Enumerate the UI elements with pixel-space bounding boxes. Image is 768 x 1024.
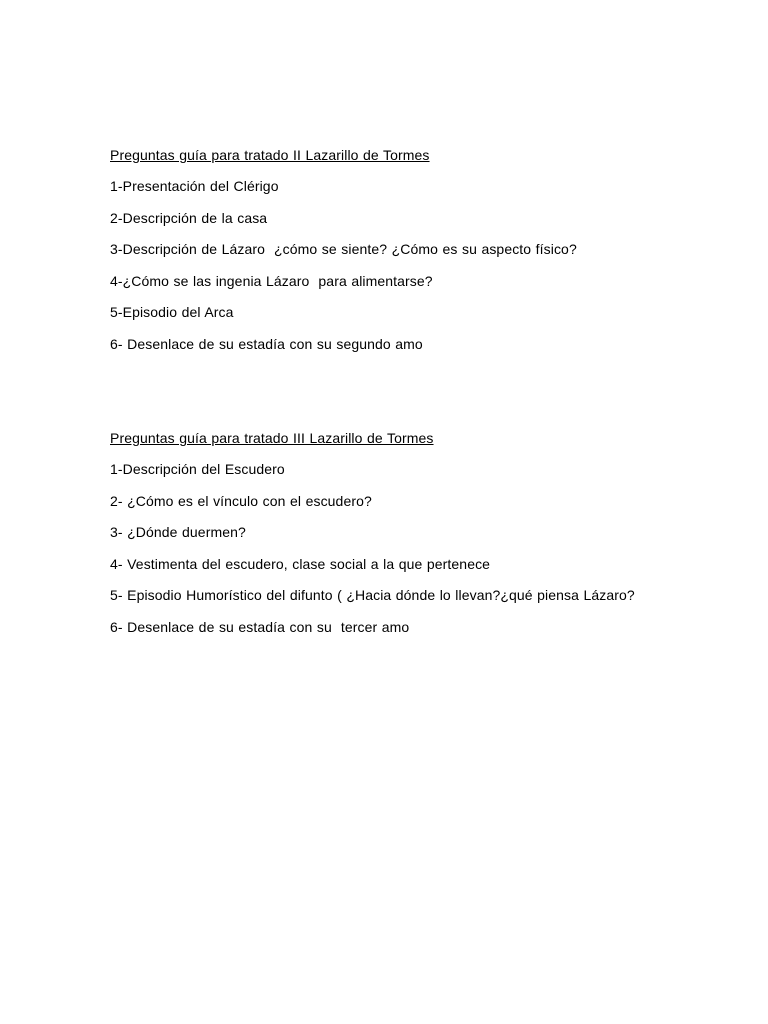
question-item: 3- ¿Dónde duermen? [110, 524, 246, 540]
question-item: 2-Descripción de la casa [110, 209, 268, 226]
question-item: 5- Episodio Humorístico del difunto ( ¿Hacia dónde lo llevan?¿qué piensa Lázaro? [110, 587, 635, 603]
section-tratado-ii [110, 146, 670, 366]
question-item: 6- Desenlace de su estadía con su segundo amo [110, 335, 423, 352]
section-heading: Preguntas guía para tratado III Lazarillo de Tormes [110, 430, 434, 446]
question-item: 1-Descripción del Escudero [110, 461, 285, 477]
section-heading: Preguntas guía para tratado II Lazarillo de Tormes [110, 147, 430, 163]
question-item: 4- Vestimenta del escudero, clase social a la que pertenece [110, 555, 491, 572]
section-tratado-iii [110, 429, 670, 649]
question-item: 4-¿Cómo se las ingenia Lázaro para alimentarse? [110, 272, 433, 289]
question-item: 5-Episodio del Arca [110, 304, 234, 320]
question-item: 6- Desenlace de su estadía con su tercer amo [110, 618, 410, 635]
question-item: 3-Descripción de Lázaro ¿cómo se siente? ¿Cómo es su aspecto físico? [110, 241, 577, 257]
question-item: 2- ¿Cómo es el vínculo con el escudero? [110, 492, 372, 509]
question-item: 1-Presentación del Clérigo [110, 178, 279, 194]
